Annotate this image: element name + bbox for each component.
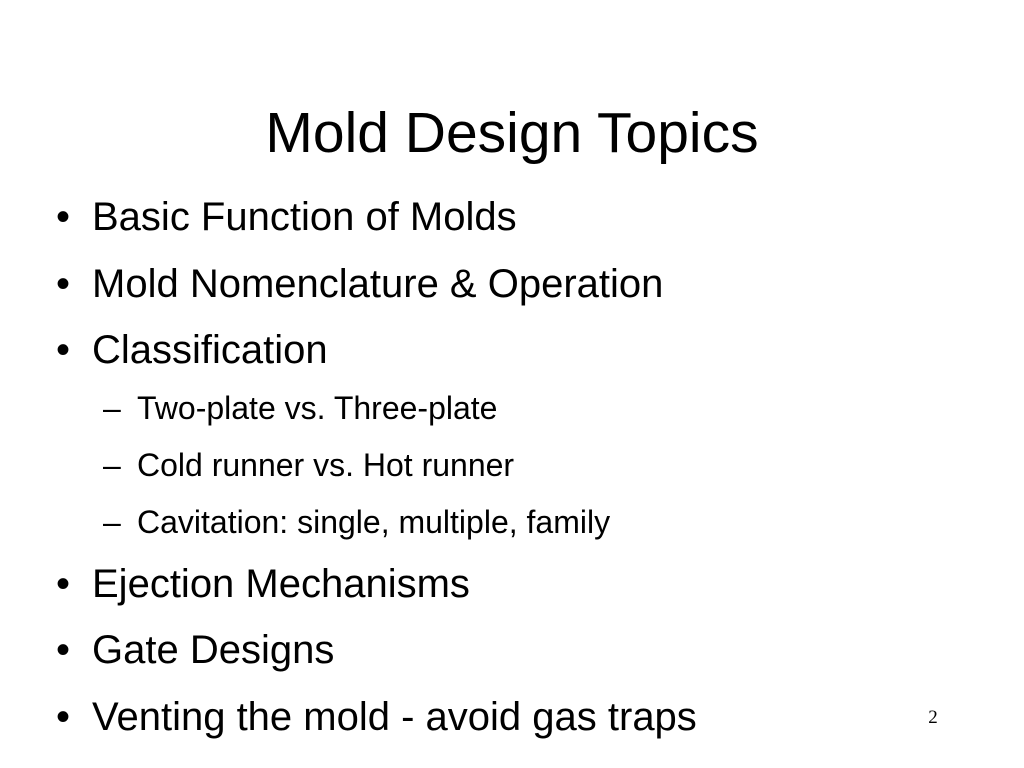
bullet-label: Venting the mold - avoid gas traps (92, 694, 697, 739)
sub-bullet-list (56, 386, 956, 544)
bullet-item (56, 690, 956, 744)
bullet-icon: • (56, 628, 71, 672)
bullet-item (56, 190, 956, 244)
sub-bullet-item (56, 386, 956, 430)
dash-icon: – (103, 503, 121, 540)
sub-bullet-item (56, 443, 956, 487)
sub-bullet-label: Cold runner vs. Hot runner (137, 446, 515, 483)
slide-title: Mold Design Topics (265, 101, 759, 165)
bullet-label: Ejection Mechanisms (92, 561, 470, 606)
sub-bullet-group (56, 386, 956, 544)
dash-icon: – (103, 389, 121, 426)
bullet-item (56, 623, 956, 677)
sub-bullet-item (56, 500, 956, 544)
bullet-icon: • (56, 195, 71, 239)
bullet-item (56, 557, 956, 611)
dash-icon: – (103, 446, 121, 483)
bullet-item (56, 257, 956, 311)
sub-bullet-label: Cavitation: single, multiple, family (137, 503, 611, 540)
bullet-icon: • (56, 694, 71, 739)
bullet-icon: • (56, 328, 71, 372)
bullet-icon: • (56, 561, 71, 606)
page-number: 2 (928, 707, 938, 728)
bullet-list (56, 190, 956, 756)
bullet-label: Basic Function of Molds (92, 195, 517, 239)
bullet-label: Mold Nomenclature & Operation (92, 261, 664, 306)
sub-bullet-label: Two-plate vs. Three-plate (137, 389, 498, 426)
bullet-item (56, 323, 956, 377)
bullet-label: Gate Designs (92, 628, 335, 672)
bullet-label: Classification (92, 328, 328, 372)
bullet-icon: • (56, 261, 71, 306)
